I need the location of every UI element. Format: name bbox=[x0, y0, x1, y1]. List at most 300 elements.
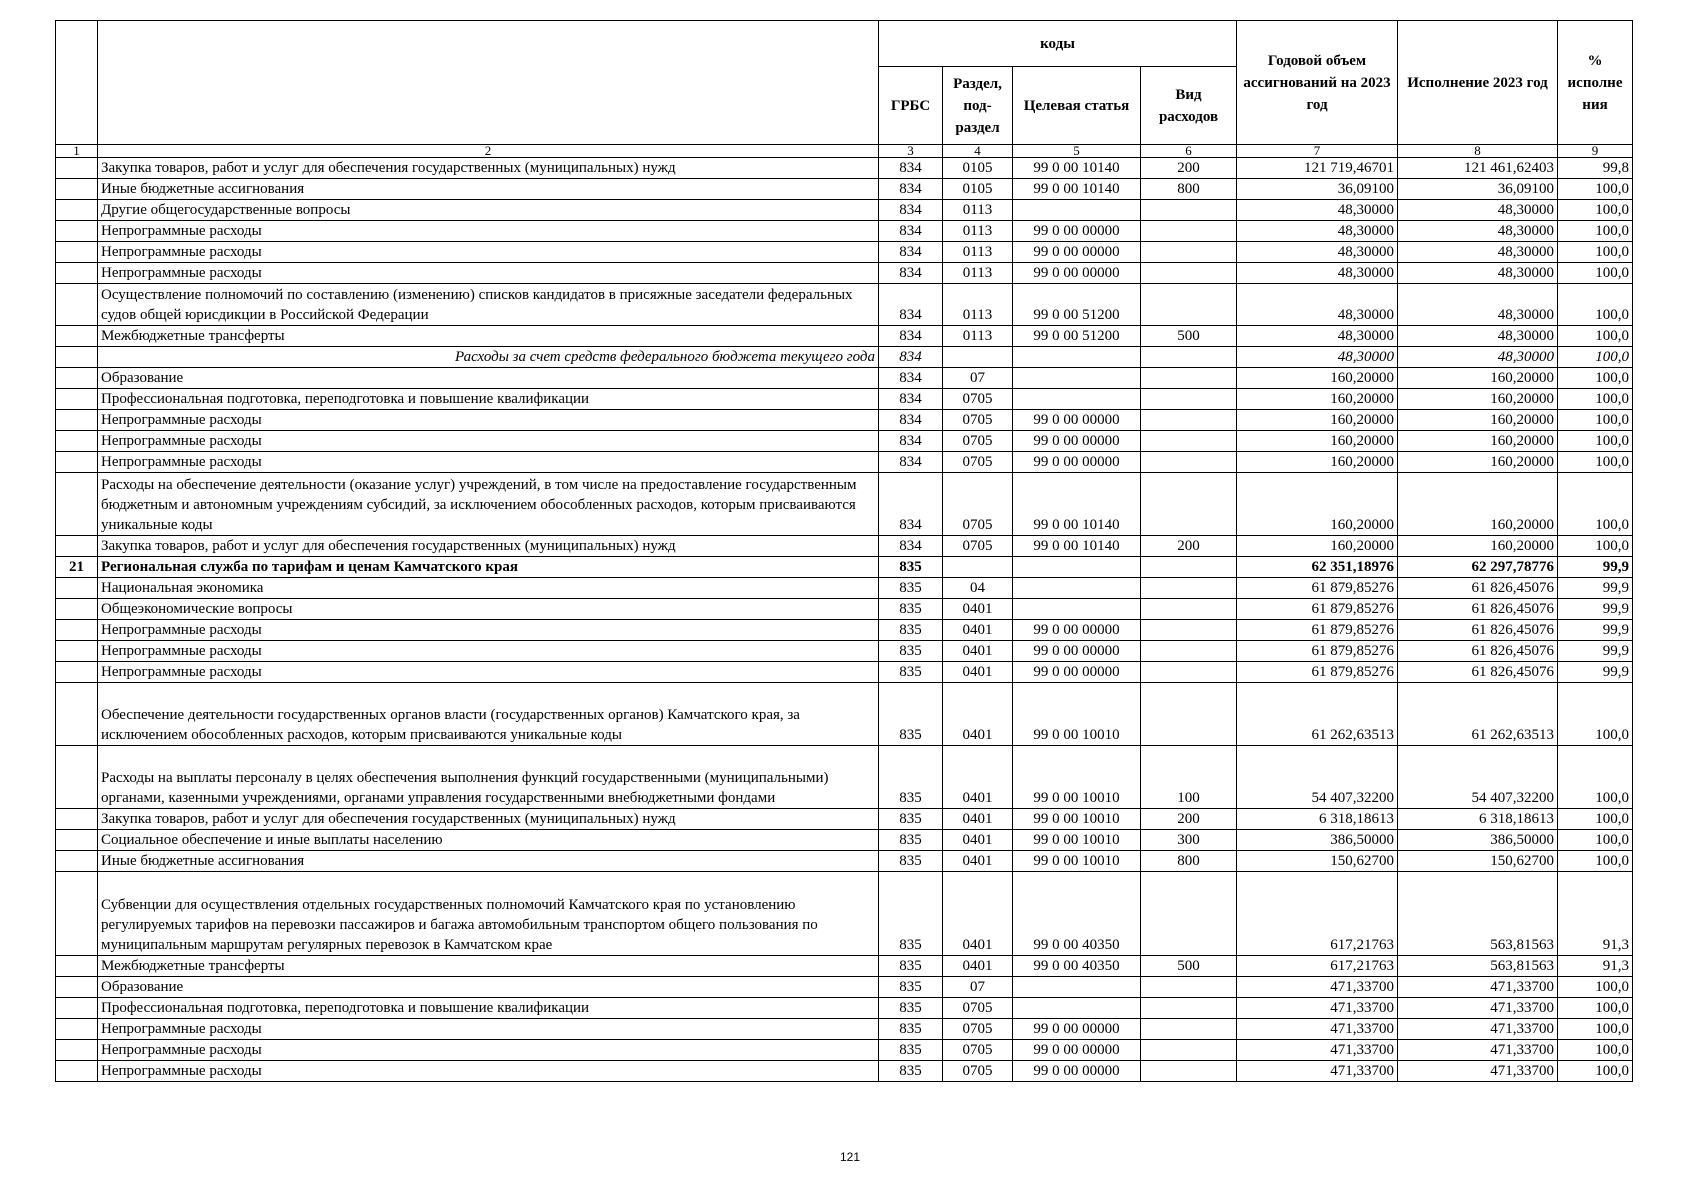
row-annual: 61 262,63513 bbox=[1237, 683, 1398, 746]
row-annual: 160,20000 bbox=[1237, 410, 1398, 431]
row-section: 0401 bbox=[943, 599, 1013, 620]
row-name: Социальное обеспечение и иные выплаты населению bbox=[98, 830, 879, 851]
row-number bbox=[56, 578, 98, 599]
row-number bbox=[56, 998, 98, 1019]
row-name: Непрограммные расходы bbox=[98, 641, 879, 662]
header-percent: % исполне ния bbox=[1558, 21, 1633, 145]
row-percent: 100,0 bbox=[1558, 746, 1633, 809]
row-target bbox=[1013, 347, 1141, 368]
row-grbs: 834 bbox=[879, 389, 943, 410]
row-annual: 61 879,85276 bbox=[1237, 641, 1398, 662]
row-execution: 61 826,45076 bbox=[1398, 578, 1558, 599]
row-percent: 100,0 bbox=[1558, 998, 1633, 1019]
row-number bbox=[56, 473, 98, 536]
row-name: Осуществление полномочий по составлению (изменению) списков кандидатов в присяжные заседатели федеральных судов общей юрисдикции в Российской Федерации bbox=[98, 284, 879, 326]
row-kind bbox=[1141, 200, 1237, 221]
row-target: 99 0 00 40350 bbox=[1013, 872, 1141, 956]
row-execution: 150,62700 bbox=[1398, 851, 1558, 872]
row-grbs: 835 bbox=[879, 1019, 943, 1040]
column-number: 3 bbox=[879, 145, 943, 158]
table-row bbox=[56, 599, 1633, 620]
row-grbs: 835 bbox=[879, 851, 943, 872]
row-kind: 200 bbox=[1141, 158, 1237, 179]
row-kind bbox=[1141, 641, 1237, 662]
row-percent: 100,0 bbox=[1558, 452, 1633, 473]
row-kind bbox=[1141, 1061, 1237, 1082]
row-percent: 100,0 bbox=[1558, 473, 1633, 536]
column-number: 6 bbox=[1141, 145, 1237, 158]
row-percent: 100,0 bbox=[1558, 242, 1633, 263]
row-execution: 471,33700 bbox=[1398, 1040, 1558, 1061]
row-section: 04 bbox=[943, 578, 1013, 599]
row-percent: 100,0 bbox=[1558, 410, 1633, 431]
column-number: 4 bbox=[943, 145, 1013, 158]
table-row bbox=[56, 284, 1633, 326]
row-target: 99 0 00 00000 bbox=[1013, 221, 1141, 242]
table-row bbox=[56, 389, 1633, 410]
row-annual: 48,30000 bbox=[1237, 284, 1398, 326]
row-section: 0105 bbox=[943, 158, 1013, 179]
row-section bbox=[943, 347, 1013, 368]
row-percent: 100,0 bbox=[1558, 284, 1633, 326]
header-codes: коды bbox=[879, 21, 1237, 67]
row-kind: 200 bbox=[1141, 536, 1237, 557]
row-annual: 160,20000 bbox=[1237, 473, 1398, 536]
row-name: Закупка товаров, работ и услуг для обеспечения государственных (муниципальных) нужд bbox=[98, 536, 879, 557]
row-percent: 99,9 bbox=[1558, 662, 1633, 683]
row-target: 99 0 00 00000 bbox=[1013, 1061, 1141, 1082]
row-kind bbox=[1141, 662, 1237, 683]
row-name: Непрограммные расходы bbox=[98, 662, 879, 683]
row-target: 99 0 00 10010 bbox=[1013, 851, 1141, 872]
row-kind bbox=[1141, 1040, 1237, 1061]
row-section: 0705 bbox=[943, 431, 1013, 452]
row-execution: 471,33700 bbox=[1398, 998, 1558, 1019]
row-execution: 160,20000 bbox=[1398, 536, 1558, 557]
row-percent: 100,0 bbox=[1558, 179, 1633, 200]
row-grbs: 834 bbox=[879, 452, 943, 473]
table-row bbox=[56, 473, 1633, 536]
row-section: 0705 bbox=[943, 473, 1013, 536]
row-execution: 48,30000 bbox=[1398, 263, 1558, 284]
row-number bbox=[56, 221, 98, 242]
table-row bbox=[56, 263, 1633, 284]
row-section: 0705 bbox=[943, 1061, 1013, 1082]
row-annual: 160,20000 bbox=[1237, 536, 1398, 557]
row-number bbox=[56, 410, 98, 431]
row-name: Образование bbox=[98, 368, 879, 389]
row-name: Расходы на выплаты персоналу в целях обеспечения выполнения функций государственными (муниципальными) органами, казенными учреждениями, органами управления государственными внебюджетными фондами bbox=[98, 746, 879, 809]
row-execution: 48,30000 bbox=[1398, 221, 1558, 242]
row-name: Профессиональная подготовка, переподготовка и повышение квалификации bbox=[98, 389, 879, 410]
row-annual: 160,20000 bbox=[1237, 389, 1398, 410]
row-number bbox=[56, 326, 98, 347]
table-row bbox=[56, 326, 1633, 347]
row-percent: 100,0 bbox=[1558, 809, 1633, 830]
row-execution: 160,20000 bbox=[1398, 452, 1558, 473]
table-row bbox=[56, 830, 1633, 851]
page-number: 121 bbox=[839, 1150, 861, 1164]
row-target: 99 0 00 10140 bbox=[1013, 158, 1141, 179]
row-percent: 100,0 bbox=[1558, 200, 1633, 221]
row-execution: 160,20000 bbox=[1398, 473, 1558, 536]
row-section bbox=[943, 557, 1013, 578]
row-name: Непрограммные расходы bbox=[98, 221, 879, 242]
row-number bbox=[56, 1019, 98, 1040]
row-section: 0705 bbox=[943, 389, 1013, 410]
row-annual: 617,21763 bbox=[1237, 956, 1398, 977]
row-annual: 61 879,85276 bbox=[1237, 662, 1398, 683]
table-row bbox=[56, 1061, 1633, 1082]
row-kind bbox=[1141, 977, 1237, 998]
row-execution: 48,30000 bbox=[1398, 284, 1558, 326]
table-row bbox=[56, 641, 1633, 662]
row-percent: 99,9 bbox=[1558, 578, 1633, 599]
row-target bbox=[1013, 200, 1141, 221]
row-target: 99 0 00 10010 bbox=[1013, 683, 1141, 746]
row-name: Образование bbox=[98, 977, 879, 998]
row-name: Расходы за счет средств федерального бюджета текущего года bbox=[98, 347, 879, 368]
row-kind bbox=[1141, 389, 1237, 410]
row-name: Непрограммные расходы bbox=[98, 452, 879, 473]
row-section: 0113 bbox=[943, 263, 1013, 284]
row-name: Иные бюджетные ассигнования bbox=[98, 179, 879, 200]
row-kind bbox=[1141, 368, 1237, 389]
table-row bbox=[56, 683, 1633, 746]
row-percent: 91,3 bbox=[1558, 872, 1633, 956]
row-target bbox=[1013, 368, 1141, 389]
row-section: 0705 bbox=[943, 536, 1013, 557]
row-grbs: 834 bbox=[879, 263, 943, 284]
row-annual: 471,33700 bbox=[1237, 1040, 1398, 1061]
row-name: Непрограммные расходы bbox=[98, 410, 879, 431]
row-grbs: 835 bbox=[879, 557, 943, 578]
row-execution: 61 826,45076 bbox=[1398, 620, 1558, 641]
row-execution: 48,30000 bbox=[1398, 347, 1558, 368]
row-name: Расходы на обеспечение деятельности (оказание услуг) учреждений, в том числе на предоставление государственным бюджетным и автономным учреждениям субсидий, за исключением обособленных расходов, которым присваиваются уникальные коды bbox=[98, 473, 879, 536]
row-target: 99 0 00 00000 bbox=[1013, 263, 1141, 284]
row-execution: 471,33700 bbox=[1398, 1061, 1558, 1082]
row-target: 99 0 00 00000 bbox=[1013, 641, 1141, 662]
row-target: 99 0 00 10140 bbox=[1013, 179, 1141, 200]
row-grbs: 835 bbox=[879, 830, 943, 851]
row-name: Иные бюджетные ассигнования bbox=[98, 851, 879, 872]
row-execution: 36,09100 bbox=[1398, 179, 1558, 200]
row-kind bbox=[1141, 221, 1237, 242]
row-section: 0401 bbox=[943, 851, 1013, 872]
row-number bbox=[56, 242, 98, 263]
row-section: 0113 bbox=[943, 200, 1013, 221]
table-row bbox=[56, 620, 1633, 641]
row-percent: 100,0 bbox=[1558, 1019, 1633, 1040]
row-percent: 100,0 bbox=[1558, 536, 1633, 557]
row-target: 99 0 00 00000 bbox=[1013, 410, 1141, 431]
row-target: 99 0 00 00000 bbox=[1013, 620, 1141, 641]
row-target: 99 0 00 00000 bbox=[1013, 1019, 1141, 1040]
table-row bbox=[56, 242, 1633, 263]
row-name: Непрограммные расходы bbox=[98, 1019, 879, 1040]
row-execution: 386,50000 bbox=[1398, 830, 1558, 851]
row-grbs: 835 bbox=[879, 599, 943, 620]
row-execution: 160,20000 bbox=[1398, 431, 1558, 452]
row-execution: 48,30000 bbox=[1398, 242, 1558, 263]
row-number bbox=[56, 158, 98, 179]
row-number bbox=[56, 431, 98, 452]
row-percent: 99,9 bbox=[1558, 557, 1633, 578]
row-annual: 61 879,85276 bbox=[1237, 578, 1398, 599]
row-target: 99 0 00 10010 bbox=[1013, 809, 1141, 830]
row-section: 0401 bbox=[943, 746, 1013, 809]
row-target: 99 0 00 51200 bbox=[1013, 326, 1141, 347]
row-section: 0113 bbox=[943, 221, 1013, 242]
row-execution: 160,20000 bbox=[1398, 410, 1558, 431]
row-grbs: 834 bbox=[879, 221, 943, 242]
row-kind bbox=[1141, 473, 1237, 536]
row-execution: 61 826,45076 bbox=[1398, 662, 1558, 683]
row-percent: 100,0 bbox=[1558, 1061, 1633, 1082]
row-kind bbox=[1141, 683, 1237, 746]
row-kind bbox=[1141, 431, 1237, 452]
row-number bbox=[56, 536, 98, 557]
row-section: 0705 bbox=[943, 1040, 1013, 1061]
row-name: Закупка товаров, работ и услуг для обеспечения государственных (муниципальных) нужд bbox=[98, 158, 879, 179]
row-section: 0705 bbox=[943, 452, 1013, 473]
row-percent: 100,0 bbox=[1558, 368, 1633, 389]
row-grbs: 835 bbox=[879, 620, 943, 641]
row-number bbox=[56, 1040, 98, 1061]
row-execution: 62 297,78776 bbox=[1398, 557, 1558, 578]
row-section: 0401 bbox=[943, 641, 1013, 662]
row-grbs: 835 bbox=[879, 872, 943, 956]
header-grbs: ГРБС bbox=[879, 67, 943, 145]
row-grbs: 835 bbox=[879, 809, 943, 830]
row-percent: 100,0 bbox=[1558, 263, 1633, 284]
row-kind bbox=[1141, 284, 1237, 326]
row-percent: 100,0 bbox=[1558, 851, 1633, 872]
table-row bbox=[56, 368, 1633, 389]
row-section: 07 bbox=[943, 977, 1013, 998]
row-name: Другие общегосударственные вопросы bbox=[98, 200, 879, 221]
row-annual: 150,62700 bbox=[1237, 851, 1398, 872]
row-execution: 471,33700 bbox=[1398, 977, 1558, 998]
row-target: 99 0 00 10140 bbox=[1013, 473, 1141, 536]
table-row bbox=[56, 872, 1633, 956]
row-annual: 386,50000 bbox=[1237, 830, 1398, 851]
row-kind bbox=[1141, 410, 1237, 431]
column-number: 5 bbox=[1013, 145, 1141, 158]
table-row bbox=[56, 809, 1633, 830]
row-grbs: 834 bbox=[879, 242, 943, 263]
row-section: 0401 bbox=[943, 830, 1013, 851]
row-name: Общеэкономические вопросы bbox=[98, 599, 879, 620]
row-name: Национальная экономика bbox=[98, 578, 879, 599]
row-section: 0401 bbox=[943, 809, 1013, 830]
row-grbs: 834 bbox=[879, 536, 943, 557]
row-kind: 800 bbox=[1141, 851, 1237, 872]
row-name: Непрограммные расходы bbox=[98, 1061, 879, 1082]
row-number bbox=[56, 872, 98, 956]
table-row bbox=[56, 1019, 1633, 1040]
header-name bbox=[98, 21, 879, 145]
column-number: 8 bbox=[1398, 145, 1558, 158]
table-row bbox=[56, 410, 1633, 431]
row-name: Региональная служба по тарифам и ценам Камчатского края bbox=[98, 557, 879, 578]
column-number: 9 bbox=[1558, 145, 1633, 158]
row-annual: 471,33700 bbox=[1237, 1019, 1398, 1040]
row-name: Непрограммные расходы bbox=[98, 431, 879, 452]
row-percent: 100,0 bbox=[1558, 347, 1633, 368]
row-number bbox=[56, 347, 98, 368]
row-annual: 48,30000 bbox=[1237, 221, 1398, 242]
row-grbs: 834 bbox=[879, 179, 943, 200]
row-name: Субвенции для осуществления отдельных государственных полномочий Камчатского края по установлению регулируемых тарифов на перевозки пассажиров и багажа автомобильным транспортом общего пользования по муниципальным маршрутам регулярных перевозок в Камчатском крае bbox=[98, 872, 879, 956]
row-kind bbox=[1141, 872, 1237, 956]
row-section: 0401 bbox=[943, 620, 1013, 641]
row-target bbox=[1013, 578, 1141, 599]
row-kind bbox=[1141, 1019, 1237, 1040]
row-grbs: 834 bbox=[879, 347, 943, 368]
row-target: 99 0 00 10010 bbox=[1013, 830, 1141, 851]
row-grbs: 834 bbox=[879, 410, 943, 431]
row-name: Непрограммные расходы bbox=[98, 242, 879, 263]
row-target: 99 0 00 00000 bbox=[1013, 431, 1141, 452]
row-number bbox=[56, 389, 98, 410]
row-percent: 100,0 bbox=[1558, 221, 1633, 242]
row-target bbox=[1013, 599, 1141, 620]
row-grbs: 834 bbox=[879, 200, 943, 221]
row-annual: 48,30000 bbox=[1237, 347, 1398, 368]
row-kind bbox=[1141, 998, 1237, 1019]
table-row bbox=[56, 977, 1633, 998]
table-row bbox=[56, 557, 1633, 578]
row-kind bbox=[1141, 620, 1237, 641]
table-row bbox=[56, 200, 1633, 221]
row-target bbox=[1013, 557, 1141, 578]
row-annual: 471,33700 bbox=[1237, 998, 1398, 1019]
row-kind bbox=[1141, 578, 1237, 599]
table-row bbox=[56, 1040, 1633, 1061]
row-target bbox=[1013, 977, 1141, 998]
column-number: 7 bbox=[1237, 145, 1398, 158]
row-number bbox=[56, 620, 98, 641]
row-kind bbox=[1141, 347, 1237, 368]
row-annual: 62 351,18976 bbox=[1237, 557, 1398, 578]
row-percent: 100,0 bbox=[1558, 389, 1633, 410]
row-kind bbox=[1141, 242, 1237, 263]
row-name: Профессиональная подготовка, переподготовка и повышение квалификации bbox=[98, 998, 879, 1019]
row-target: 99 0 00 10140 bbox=[1013, 536, 1141, 557]
table-row bbox=[56, 998, 1633, 1019]
row-number bbox=[56, 746, 98, 809]
row-percent: 100,0 bbox=[1558, 431, 1633, 452]
row-number bbox=[56, 1061, 98, 1082]
row-grbs: 834 bbox=[879, 431, 943, 452]
row-target: 99 0 00 00000 bbox=[1013, 452, 1141, 473]
row-section: 0113 bbox=[943, 284, 1013, 326]
row-section: 0113 bbox=[943, 242, 1013, 263]
row-target bbox=[1013, 998, 1141, 1019]
row-number bbox=[56, 284, 98, 326]
column-number: 2 bbox=[98, 145, 879, 158]
column-numbers-row bbox=[56, 145, 1633, 158]
row-name: Межбюджетные трансферты bbox=[98, 326, 879, 347]
row-name: Обеспечение деятельности государственных органов власти (государственных органов) Камчатского края, за исключением обособленных расходов, которым присваиваются уникальные коды bbox=[98, 683, 879, 746]
row-percent: 99,9 bbox=[1558, 620, 1633, 641]
row-percent: 99,8 bbox=[1558, 158, 1633, 179]
row-grbs: 835 bbox=[879, 641, 943, 662]
row-percent: 100,0 bbox=[1558, 1040, 1633, 1061]
row-annual: 471,33700 bbox=[1237, 977, 1398, 998]
row-execution: 61 826,45076 bbox=[1398, 599, 1558, 620]
row-grbs: 834 bbox=[879, 368, 943, 389]
row-number bbox=[56, 641, 98, 662]
table-row bbox=[56, 221, 1633, 242]
row-number bbox=[56, 662, 98, 683]
row-kind bbox=[1141, 263, 1237, 284]
row-execution: 563,81563 bbox=[1398, 956, 1558, 977]
row-percent: 100,0 bbox=[1558, 977, 1633, 998]
row-annual: 6 318,18613 bbox=[1237, 809, 1398, 830]
row-target bbox=[1013, 389, 1141, 410]
row-number bbox=[56, 263, 98, 284]
row-execution: 54 407,32200 bbox=[1398, 746, 1558, 809]
row-target: 99 0 00 00000 bbox=[1013, 242, 1141, 263]
row-annual: 160,20000 bbox=[1237, 452, 1398, 473]
row-number bbox=[56, 683, 98, 746]
row-name: Непрограммные расходы bbox=[98, 620, 879, 641]
row-section: 0401 bbox=[943, 662, 1013, 683]
table-row bbox=[56, 452, 1633, 473]
row-annual: 48,30000 bbox=[1237, 326, 1398, 347]
header-annual: Годовой объем ассигнований на 2023 год bbox=[1237, 21, 1398, 145]
row-annual: 36,09100 bbox=[1237, 179, 1398, 200]
column-number: 1 bbox=[56, 145, 98, 158]
row-annual: 48,30000 bbox=[1237, 242, 1398, 263]
table-row bbox=[56, 662, 1633, 683]
row-kind bbox=[1141, 599, 1237, 620]
row-percent: 99,9 bbox=[1558, 641, 1633, 662]
row-section: 0401 bbox=[943, 956, 1013, 977]
row-percent: 100,0 bbox=[1558, 326, 1633, 347]
row-execution: 121 461,62403 bbox=[1398, 158, 1558, 179]
row-kind: 500 bbox=[1141, 956, 1237, 977]
row-name: Закупка товаров, работ и услуг для обеспечения государственных (муниципальных) нужд bbox=[98, 809, 879, 830]
row-section: 0401 bbox=[943, 872, 1013, 956]
header-kind: Вид расходов bbox=[1141, 67, 1237, 145]
row-target: 99 0 00 00000 bbox=[1013, 662, 1141, 683]
row-number: 21 bbox=[56, 557, 98, 578]
row-number bbox=[56, 956, 98, 977]
row-section: 0113 bbox=[943, 326, 1013, 347]
row-grbs: 834 bbox=[879, 326, 943, 347]
row-grbs: 835 bbox=[879, 977, 943, 998]
header-target: Целевая статья bbox=[1013, 67, 1141, 145]
row-number bbox=[56, 452, 98, 473]
row-section: 0705 bbox=[943, 1019, 1013, 1040]
row-section: 07 bbox=[943, 368, 1013, 389]
table-row bbox=[56, 536, 1633, 557]
row-section: 0705 bbox=[943, 998, 1013, 1019]
row-kind: 500 bbox=[1141, 326, 1237, 347]
row-grbs: 835 bbox=[879, 683, 943, 746]
row-percent: 91,3 bbox=[1558, 956, 1633, 977]
table-row bbox=[56, 851, 1633, 872]
row-kind: 300 bbox=[1141, 830, 1237, 851]
header-number bbox=[56, 21, 98, 145]
row-annual: 61 879,85276 bbox=[1237, 620, 1398, 641]
row-kind bbox=[1141, 557, 1237, 578]
row-kind: 800 bbox=[1141, 179, 1237, 200]
